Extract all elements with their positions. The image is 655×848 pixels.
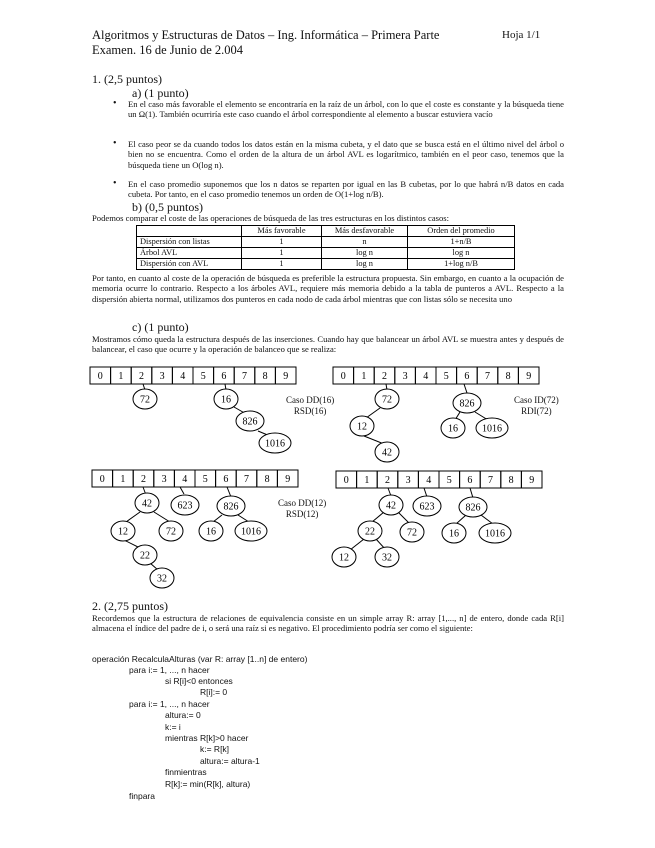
table-cell: Árbol AVL [137,248,242,259]
array-index: 7 [244,474,249,485]
bullet-average-case: En el caso promedio suponemos que los n datos se reparten por igual en las B cubetas, por lo que habrá n/B datos en cada cubeta. Por tanto, en el caso promedio tenemos un orden de O(1+log n/B). [128,179,564,200]
array-index: 8 [505,371,511,382]
array-index: 4 [182,474,188,485]
array-index: 5 [443,371,449,382]
tree-edge [398,512,409,523]
code-line: para i:= 1, ..., n hacer [129,699,210,709]
node-key: 12 [339,552,349,564]
case-label-dd16: Caso DD(16) RSD(16) [286,395,335,416]
tree-edge [350,539,364,550]
array-index: 3 [405,475,411,486]
code-line: R[k]:= min(R[k], altura) [165,779,251,789]
array-index: 7 [488,475,493,486]
array-index: 3 [402,371,408,382]
tree-edge [456,515,466,524]
sheet-number: Hoja 1/1 [502,29,541,41]
table-header-cell: Más desfavorable [322,226,408,237]
table-header-cell: Orden del promedio [408,226,515,237]
part-c-heading: c) (1 punto) [132,320,189,334]
array-index: 7 [485,371,490,382]
code-line: operación RecalculaAlturas (var R: array [1..n] de entero) [92,654,308,664]
document-title: Algoritmos y Estructuras de Datos – Ing. Informática – Primera Parte [92,28,440,42]
array-index: 9 [285,474,291,485]
bullet-worst-case: El caso peor se da cuando todos los datos están en la misma cubeta, y el dato que se busca está en el último nivel del árbol o bien no se encuentra. Como el orden de la altura de un árbol AVL es logarítmico, también en el peor caso, tenemos que la búsqueda tiene un O(log n). [128,139,564,170]
array-index: 2 [385,475,390,486]
node-key: 12 [357,421,367,433]
bullet-best-case: En el caso más favorable el elemento se encontraría en la raíz de un árbol, con lo que el coste es constante y la búsqueda tiene un Ω(1). También ocurriría este caso cuando el árbol correspondiente al elemento a buscar estuviera vacío [128,99,564,120]
tree-edge [366,408,380,418]
array-index: 5 [200,371,206,382]
node-key: 16 [206,526,216,538]
node-key: 16 [449,528,459,540]
part-b-intro: Podemos comparar el coste de las operaciones de búsqueda de las tres estructuras en los distintos casos: [92,213,450,223]
case-label-dd12: Caso DD(12) RSD(12) [278,498,327,519]
code-line: para i:= 1, ..., n hacer [129,665,210,675]
node-key: 623 [177,500,193,512]
array-index: 1 [361,371,367,382]
bullet-marker: • [113,178,117,189]
part-b-heading: b) (0,5 puntos) [132,200,203,214]
hash-array-1 [90,367,296,384]
code-line: mientras R[k]>0 hacer [165,733,249,743]
question-2-text: Recordemos que la estructura de relaciones de equivalencia consiste en un simple array R: array [1,..., n] de entero, donde cada R[i] almacena el índice del padre de i, o será una raíz si es negativo. El procedimiento podría ser como el siguiente: [92,613,564,634]
node-key: 22 [140,550,150,562]
hash-array-4 [336,471,542,488]
array-index: 4 [180,371,186,382]
tree-edge [481,515,493,524]
table-cell: log n [408,248,515,259]
node-key: 826 [459,398,475,410]
code-line: altura:= 0 [165,710,201,720]
node-key: 826 [242,416,258,428]
array-index: 8 [262,371,268,382]
tree-edge [126,512,140,522]
node-key: 32 [157,573,167,585]
hash-arrays [90,367,542,488]
array-index: 4 [426,475,432,486]
table-cell: 1 [242,248,322,259]
node-key: 1016 [485,528,505,540]
array-index: 7 [242,371,247,382]
case-label-id72: Caso ID(72) RDI(72) [514,395,559,416]
array-index: 5 [446,475,452,486]
table-cell: 1+log n/B [408,259,515,270]
array-index: 0 [99,474,105,485]
code-line: si R[i]<0 entonces [165,676,233,686]
array-index: 6 [464,371,470,382]
array-index: 6 [467,475,473,486]
node-key: 826 [465,502,481,514]
node-key: 826 [223,501,239,513]
array-index: 9 [529,475,535,486]
node-key: 72 [407,527,417,539]
array-index: 1 [364,475,370,486]
array-index: 5 [202,474,208,485]
table-cell: 1 [242,259,322,270]
node-key: 12 [118,526,128,538]
hash-array-3 [92,470,298,487]
node-key: 72 [382,394,392,406]
table-cell: log n [322,259,408,270]
array-index: 9 [283,371,289,382]
tree-edge [470,488,473,498]
array-index: 6 [221,371,227,382]
tree-edge [464,384,467,393]
node-key: 32 [382,552,392,564]
node-key: 623 [419,501,435,513]
table-cell: Dispersión con listas [137,237,242,248]
code-line: k:= i [165,722,181,732]
array-index: 2 [382,371,387,382]
array-index: 0 [340,371,346,382]
tree-edge [180,487,184,494]
array-index: 0 [97,371,103,382]
tree-edge [227,487,231,497]
table-cell: 1 [242,237,322,248]
question-2-heading: 2. (2,75 puntos) [92,599,168,613]
node-key: 16 [221,394,231,406]
code-line: finmientras [165,767,207,777]
array-index: 2 [141,474,146,485]
node-key: 42 [386,500,396,512]
node-key: 72 [140,394,150,406]
hash-array-2 [333,367,539,384]
array-index: 8 [264,474,270,485]
part-b-conclusion: Por tanto, en cuanto al coste de la operación de búsqueda es preferible la estructura propuesta. Sin embargo, en cuanto a la ocupación de memoria ocurre lo contrario. Respecto a los árboles AVL, requiere más memoria debido a la tabla de punteros a AVL. Respecto a la dispersión abierta normal, utilizamos dos punteros en cada nodo de cada árbol mientras que con listas sólo se necesita uno [92,273,564,304]
node-key: 1016 [265,438,285,450]
array-index: 0 [343,475,349,486]
part-a-heading: a) (1 punto) [132,86,189,100]
code-line: R[i]:= 0 [200,687,228,697]
array-index: 3 [159,371,165,382]
bullet-marker: • [113,138,117,149]
code-line: finpara [129,791,155,801]
array-index: 6 [223,474,229,485]
node-key: 42 [382,447,392,459]
table-cell: n [322,237,408,248]
tree-edge [372,512,384,522]
node-key: 72 [166,526,176,538]
array-index: 2 [139,371,144,382]
code-line: k:= R[k] [200,744,230,754]
node-key: 42 [142,498,152,510]
array-index: 1 [120,474,126,485]
table-cell: 1+n/B [408,237,515,248]
node-key: 22 [365,526,375,538]
bullet-marker: • [113,98,117,109]
tree-edge [154,512,170,522]
table-cell: log n [322,248,408,259]
node-key: 1016 [241,526,261,538]
array-index: 8 [508,475,514,486]
exam-date: Examen. 16 de Junio de 2.004 [92,43,244,57]
node-key: 16 [448,423,458,435]
code-line: altura:= altura-1 [200,756,260,766]
array-index: 4 [423,371,429,382]
table-header-cell: Más favorable [242,226,322,237]
node-key: 1016 [482,423,502,435]
question-1-heading: 1. (2,5 puntos) [92,72,162,86]
array-index: 1 [118,371,124,382]
table-cell: Dispersión con AVL [137,259,242,270]
array-index: 3 [161,474,167,485]
part-c-intro: Mostramos cómo queda la estructura después de las inserciones. Cuando hay que balancear un árbol AVL se muestra antes y después de balancear, el caso que ocurre y la operación de balanceo que se realiza: [92,334,564,355]
array-index: 9 [526,371,532,382]
